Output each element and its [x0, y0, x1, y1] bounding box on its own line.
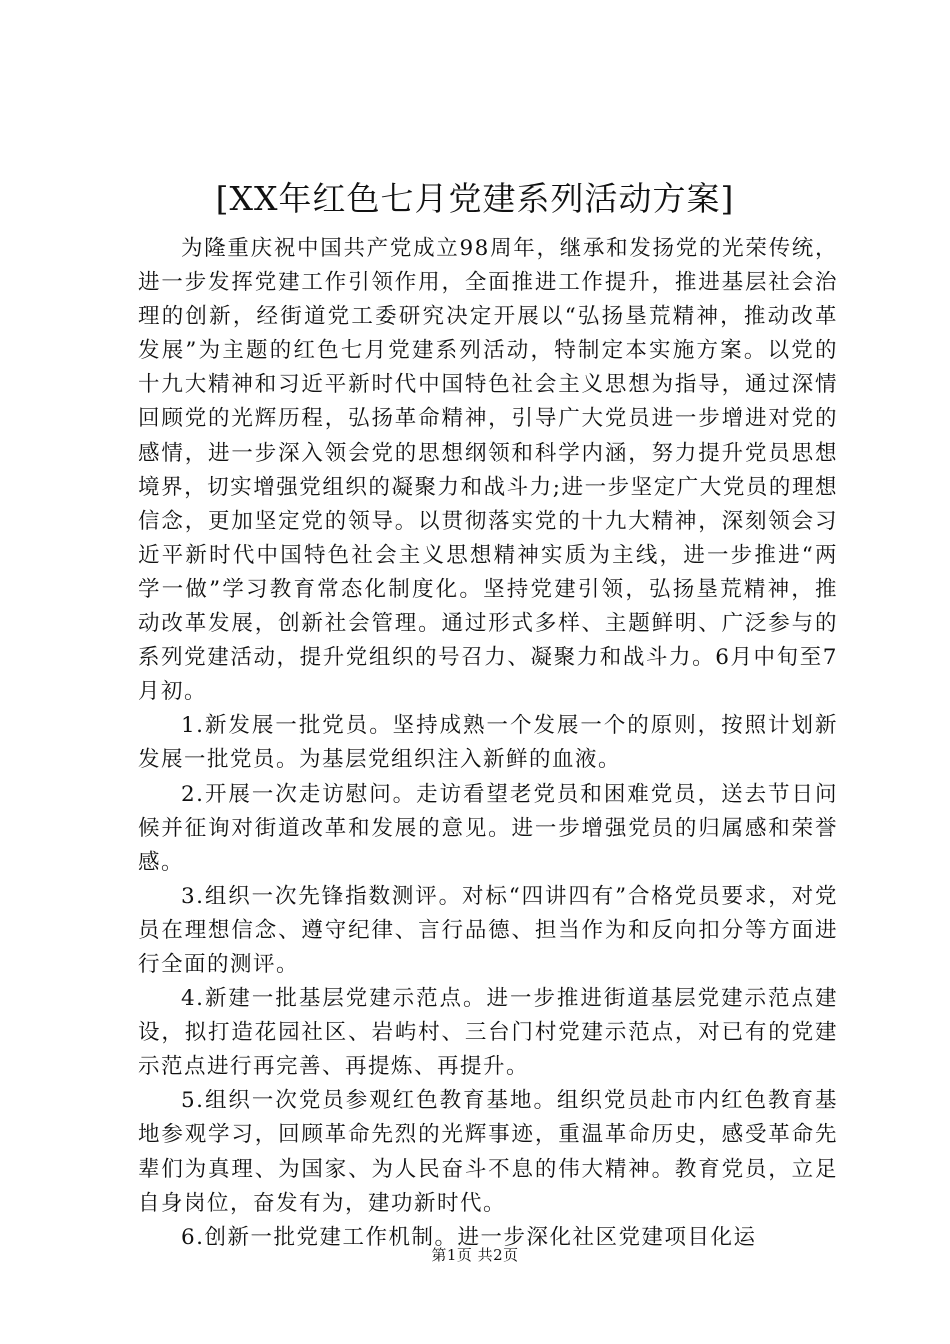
paragraph-item-2: 2.开展一次走访慰问。走访看望老党员和困难党员，送去节日问候并征询对街道改革和发展的意见。进一步增强党员的归属感和荣誉感。	[138, 781, 838, 875]
page-footer: 第1页 共2页	[431, 1246, 519, 1264]
document-title: [XX年红色七月党建系列活动方案]	[215, 179, 735, 218]
paragraph-item-6: 6.创新一批党建工作机制。进一步深化社区党建项目化运	[181, 1224, 757, 1250]
paragraph-intro: 为隆重庆祝中国共产党成立98周年，继承和发扬党的光荣传统，进一步发挥党建工作引领作用，全面推进工作提升，推进基层社会治理的创新，经街道党工委研究决定开展以“弘扬垦荒精神，推动改革发展”为主题的红色七月党建系列活动，特制定本实施方案。以党的十九大精神和习近平新时代中国特色社会主义思想为指导，通过深情回顾党的光辉历程，弘扬革命精神，引导广大党员进一步增进对党的感情，进一步深入领会党的思想纲领和科学内涵，努力提升党员思想境界，切实增强党组织的凝聚力和战斗力;进一步坚定广大党员的理想信念，更加坚定党的领导。以贯彻落实党的十九大精神，深刻领会习近平新时代中国特色社会主义思想精神实质为主线，进一步推进“两学一做”学习教育常态化制度化。坚持党建引领，弘扬垦荒精神，推动改革发展，创新社会管理。通过形式多样、主题鲜明、广泛参与的系列党建活动，提升党组织的号召力、凝聚力和战斗力。6月中旬至7月初。	[138, 236, 838, 705]
paragraph-item-1: 1.新发展一批党员。坚持成熟一个发展一个的原则，按照计划新发展一批党员。为基层党组织注入新鲜的血液。	[138, 713, 838, 773]
paragraph-item-5: 5.组织一次党员参观红色教育基地。组织党员赴市内红色教育基地参观学习，回顾革命先烈的光辉事迹，重温革命历史，感受革命先辈们为真理、为国家、为人民奋斗不息的伟大精神。教育党员，立足自身岗位，奋发有为，建功新时代。	[138, 1088, 838, 1216]
paragraph-item-4: 4.新建一批基层党建示范点。进一步推进街道基层党建示范点建设，拟打造花园社区、岩屿村、三台门村党建示范点，对已有的党建示范点进行再完善、再提炼、再提升。	[138, 986, 838, 1080]
document-body	[138, 232, 838, 1255]
paragraph-item-3: 3.组织一次先锋指数测评。对标“四讲四有”合格党员要求，对党员在理想信念、遵守纪律、言行品德、担当作为和反向扣分等方面进行全面的测评。	[138, 883, 838, 977]
